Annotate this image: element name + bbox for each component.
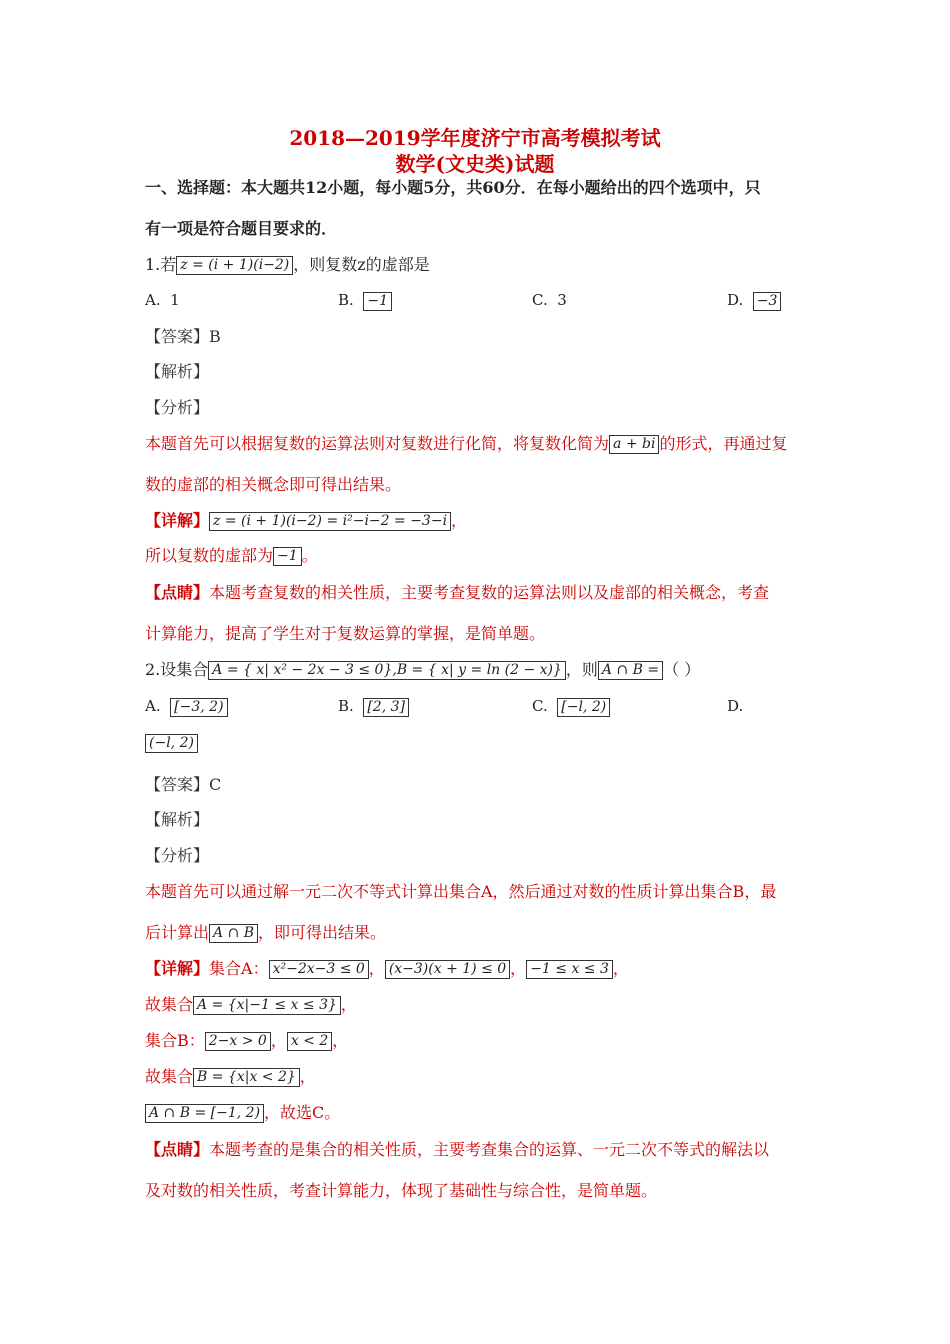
q2-option-c: [532, 696, 610, 717]
q1-option-b-value: −1: [363, 292, 392, 311]
q1-conclusion-formula: −1: [273, 547, 302, 566]
q1-analysis-text-end: 的形式，再通过复: [659, 434, 788, 453]
q2-answer: 【答案】C: [145, 775, 222, 794]
q1-option-b-label: B.: [338, 291, 354, 309]
q2-option-b-label: B.: [338, 697, 354, 715]
q1-answer: 【答案】B: [145, 327, 221, 346]
q2-stem-formula: A = { x| x² − 2x − 3 ≤ 0},B = { x| y = ln (2 − x)}: [208, 661, 566, 680]
q2-stem-formula-2: A ∩ B =: [598, 661, 663, 680]
q1-conclusion: [145, 546, 318, 566]
q2-detail-tag: 【详解】: [145, 959, 210, 978]
q2-stem-mid: ，则: [565, 660, 598, 679]
q2-stem-prefix: 2.设集合: [145, 660, 209, 679]
q2-detail-formula-4: 2−x > 0: [205, 1032, 271, 1051]
q1-option-a-value: 1: [170, 291, 180, 309]
q1-analysis-line-1: [145, 434, 787, 454]
q1-comment-line-2: 计算能力，提高了学生对于复数运算的掌握，是简单题。: [145, 624, 546, 643]
q1-detail-formula: z = (i + 1)(i−2) = i²−i−2 = −3−i: [209, 512, 451, 531]
q2-analysis-formula: A ∩ B: [209, 924, 258, 943]
q1-analysis-text: 本题首先可以根据复数的运算法则对复数进行化简，将复数化简为: [145, 434, 610, 453]
q2-detail-sep-2: ，: [510, 959, 527, 978]
q1-option-c-label: C.: [532, 291, 548, 309]
q2-detail-sep-7: ，: [299, 1067, 316, 1086]
q1-stem-suffix: ，则复数z的虚部是: [293, 255, 430, 274]
q1-conclusion-text: 所以复数的虚部为: [145, 546, 274, 565]
q2-detail-formula-1: x²−2x−3 ≤ 0: [269, 960, 369, 979]
q2-detail-formula-2: (x−3)(x + 1) ≤ 0: [385, 960, 510, 979]
q1-detail-suffix: ，: [451, 511, 468, 530]
q2-option-c-label: C.: [532, 697, 548, 715]
q2-analysis-text: 后计算出: [145, 923, 210, 942]
q2-comment-line-2: 及对数的相关性质，考查计算能力，体现了基础性与综合性，是简单题。: [145, 1181, 658, 1200]
q2-detail-line-2: [145, 995, 357, 1015]
q1-conclusion-suffix: 。: [301, 546, 318, 565]
q2-detail-formula-3: −1 ≤ x ≤ 3: [526, 960, 613, 979]
q1-stem-formula: z = (i + 1)(i−2): [176, 256, 293, 275]
q2-option-a-value: [−3, 2): [170, 698, 227, 717]
q2-detail-sep-4: ，: [340, 995, 357, 1014]
q2-fenxi-label: 【分析】: [145, 846, 210, 865]
q1-stem: [145, 255, 430, 275]
q1-option-c: [532, 290, 567, 310]
title-line-1: 2018—2019学年度济宁市高考模拟考试: [289, 126, 661, 150]
q1-detail-tag: 【详解】: [145, 511, 210, 530]
q1-option-b: [338, 290, 392, 311]
q2-option-a-label: A.: [145, 697, 161, 715]
q2-detail-sep-5: ，: [270, 1031, 287, 1050]
q1-comment-line-1: [145, 583, 769, 603]
q2-option-d: [727, 696, 743, 716]
q2-option-d-value: (−l, 2): [145, 734, 198, 753]
q1-option-a-label: A.: [145, 291, 161, 309]
q2-option-d-label: D.: [727, 697, 744, 715]
q2-detail-sep-1: ，: [368, 959, 385, 978]
section-heading-line-2: 有一项是符合题目要求的．: [145, 219, 338, 238]
q2-detail-set-a-formula: A = {x|−1 ≤ x ≤ 3}: [193, 996, 341, 1015]
q2-option-b: [338, 696, 409, 717]
q2-detail-line-3: [145, 1031, 348, 1051]
q1-option-c-value: 3: [557, 291, 567, 309]
q1-comment-tag: 【点睛】: [145, 583, 210, 602]
q2-comment-tag: 【点睛】: [145, 1140, 210, 1159]
q1-analysis-line-2: 数的虚部的相关概念即可得出结果。: [145, 475, 402, 494]
q1-option-d-label: D.: [727, 291, 744, 309]
q2-jiexi-label: 【解析】: [145, 810, 210, 829]
q1-analysis-formula: a + bi: [609, 435, 659, 454]
q2-stem: [145, 660, 700, 680]
q2-detail-text: 故集合: [145, 995, 194, 1014]
q2-detail-line-4: [145, 1067, 316, 1087]
q2-detail-set-b-formula: B = {x|x < 2}: [193, 1068, 300, 1087]
q2-stem-suffix: （ ）: [663, 660, 701, 679]
q1-comment-text: 本题考查复数的相关性质，主要考查复数的运算法则以及虚部的相关概念，考查: [209, 583, 770, 602]
q2-analysis-line-2: [145, 923, 386, 943]
q2-detail-text-2: 故集合: [145, 1067, 194, 1086]
q2-option-d-value-row: [145, 732, 198, 753]
q2-detail-result-formula: A ∩ B = [−1, 2): [145, 1104, 264, 1123]
q1-option-a: [145, 290, 180, 310]
q2-detail-sep-3: ，: [612, 959, 629, 978]
q2-analysis-text-end: ，即可得出结果。: [258, 923, 387, 942]
q2-detail-line-1: [145, 959, 629, 979]
q2-option-a: [145, 696, 228, 717]
q2-comment-text: 本题考查的是集合的相关性质，主要考查集合的运算、一元二次不等式的解法以: [209, 1140, 770, 1159]
q2-comment-line-1: [145, 1140, 769, 1160]
q2-detail-formula-5: x < 2: [287, 1032, 332, 1051]
q2-option-c-value: [−l, 2): [557, 698, 610, 717]
q1-option-d-value: −3: [753, 292, 782, 311]
q2-analysis-line-1: 本题首先可以通过解一元二次不等式计算出集合A，然后通过对数的性质计算出集合B，最: [145, 882, 777, 901]
q2-detail-set-b-label: 集合B：: [145, 1031, 205, 1050]
q2-detail-line-5: [145, 1103, 340, 1123]
section-heading-line-1: 一、选择题：本大题共12小题，每小题5分，共60分．在每小题给出的四个选项中，只: [145, 178, 761, 197]
q1-fenxi-label: 【分析】: [145, 398, 210, 417]
q1-detail: [145, 511, 467, 531]
q2-detail-result-text: ，故选C。: [264, 1103, 341, 1122]
q1-jiexi-label: 【解析】: [145, 362, 210, 381]
title-line-2: 数学(文史类)试题: [395, 152, 555, 176]
q1-option-d: [727, 290, 781, 311]
q2-detail-sep-6: ，: [332, 1031, 349, 1050]
q2-option-b-value: [2, 3]: [363, 698, 409, 717]
q1-stem-prefix: 1.若: [145, 255, 177, 274]
q2-detail-set-a-label: 集合A：: [209, 959, 269, 978]
